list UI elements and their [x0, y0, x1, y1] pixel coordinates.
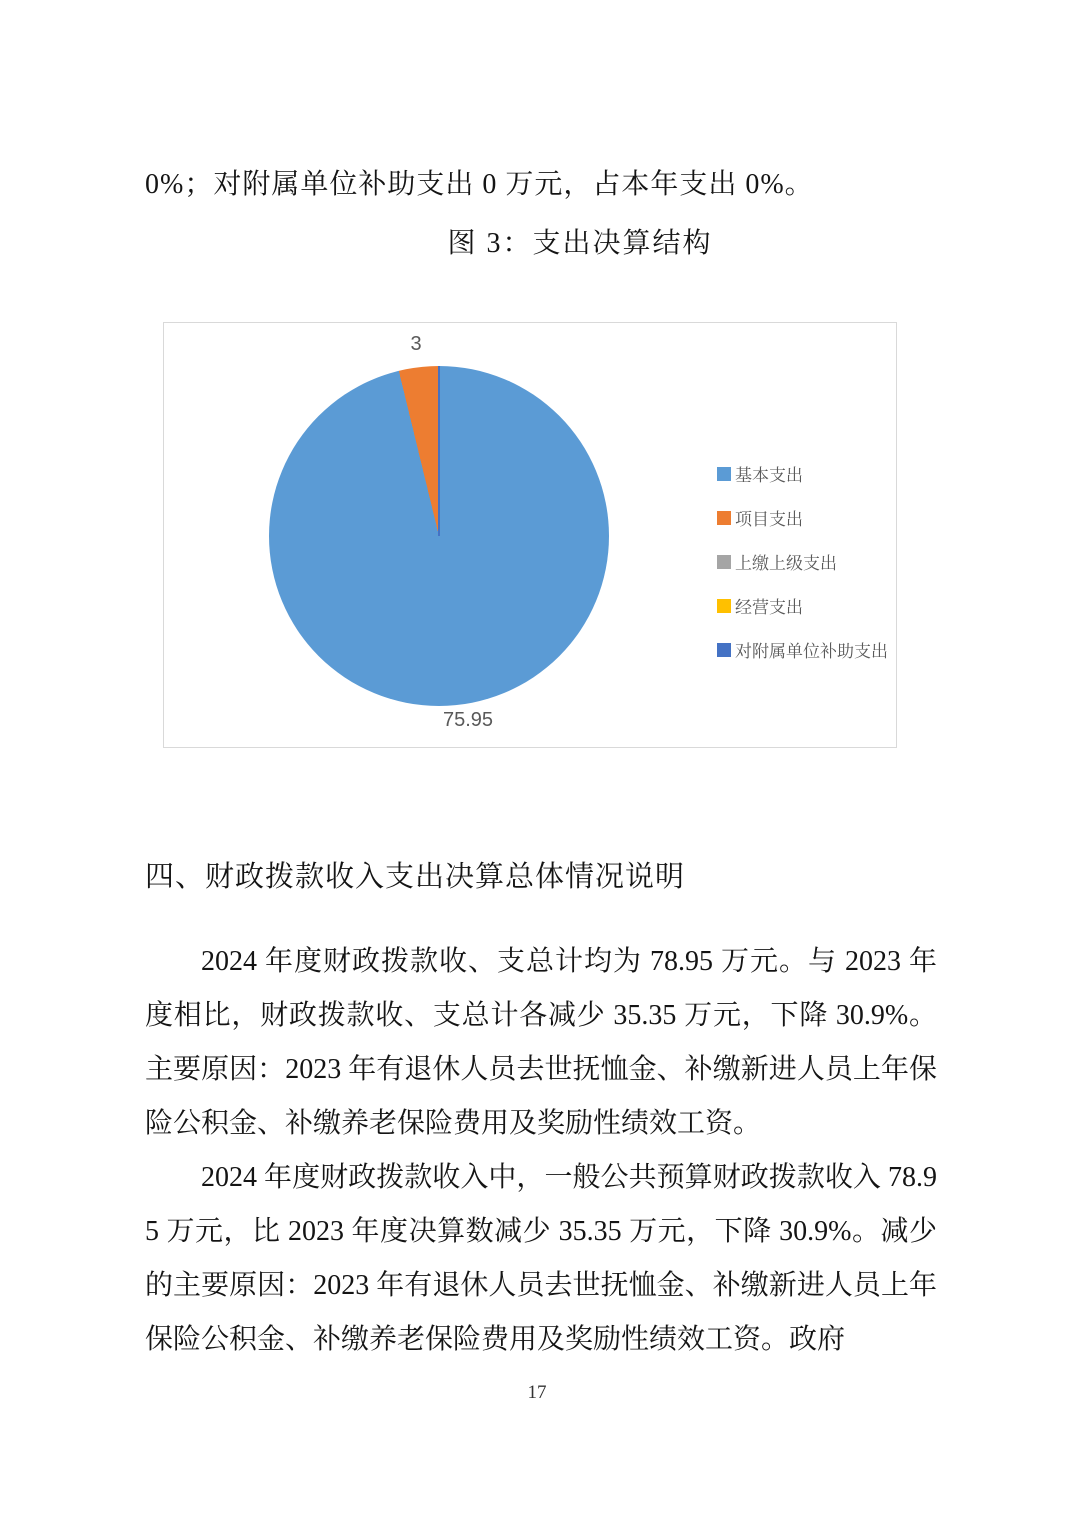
- legend-label: 基本支出: [735, 466, 803, 485]
- legend-item: [717, 549, 888, 574]
- chart-legend: [717, 461, 888, 681]
- body-paragraph-2: 2024 年度财政拨款收入中，一般公共预算财政拨款收入 78.95 万元，比 2023 年度决算数减少 35.35 万元，下降 30.9%。减少的主要原因：2023 年有退休人员去世抚恤金、补缴新进人员上年保险公积金、补缴养老保险费用及奖励性绩效工资。政府: [145, 1162, 937, 1355]
- intro-text: 0%；对附属单位补助支出 0 万元，占本年支出 0%。: [145, 169, 814, 200]
- zero-slice-marker: [438, 366, 440, 536]
- data-label-basic-expenditure: 75.95: [442, 709, 494, 731]
- data-label-project-expenditure: 3: [410, 333, 422, 355]
- legend-item: [717, 637, 888, 662]
- legend-label: 上缴上级支出: [735, 554, 837, 573]
- expenditure-pie-chart-frame: [163, 322, 897, 748]
- legend-label: 经营支出: [735, 598, 803, 617]
- legend-swatch: [717, 467, 731, 481]
- legend-swatch: [717, 511, 731, 525]
- legend-label: 项目支出: [735, 510, 803, 529]
- legend-swatch: [717, 643, 731, 657]
- legend-item: [717, 593, 888, 618]
- body-text: [145, 935, 937, 1367]
- legend-swatch: [717, 599, 731, 613]
- page-number: 17: [527, 1382, 547, 1403]
- body-paragraph-1: 2024 年度财政拨款收、支总计均为 78.95 万元。与 2023 年度相比，财政拨款收、支总计各减少 35.35 万元，下降 30.9%。主要原因：2023 年有退休人员去世抚恤金、补缴新进人员上年保险公积金、补缴养老保险费用及奖励性绩效工资。: [145, 946, 937, 1139]
- legend-item: [717, 505, 888, 530]
- section-heading: 四、财政拨款收入支出决算总体情况说明: [145, 861, 686, 893]
- legend-item: [717, 461, 888, 486]
- figure-caption: 图 3：支出决算结构: [447, 228, 713, 259]
- legend-label: 对附属单位补助支出: [735, 642, 888, 661]
- legend-swatch: [717, 555, 731, 569]
